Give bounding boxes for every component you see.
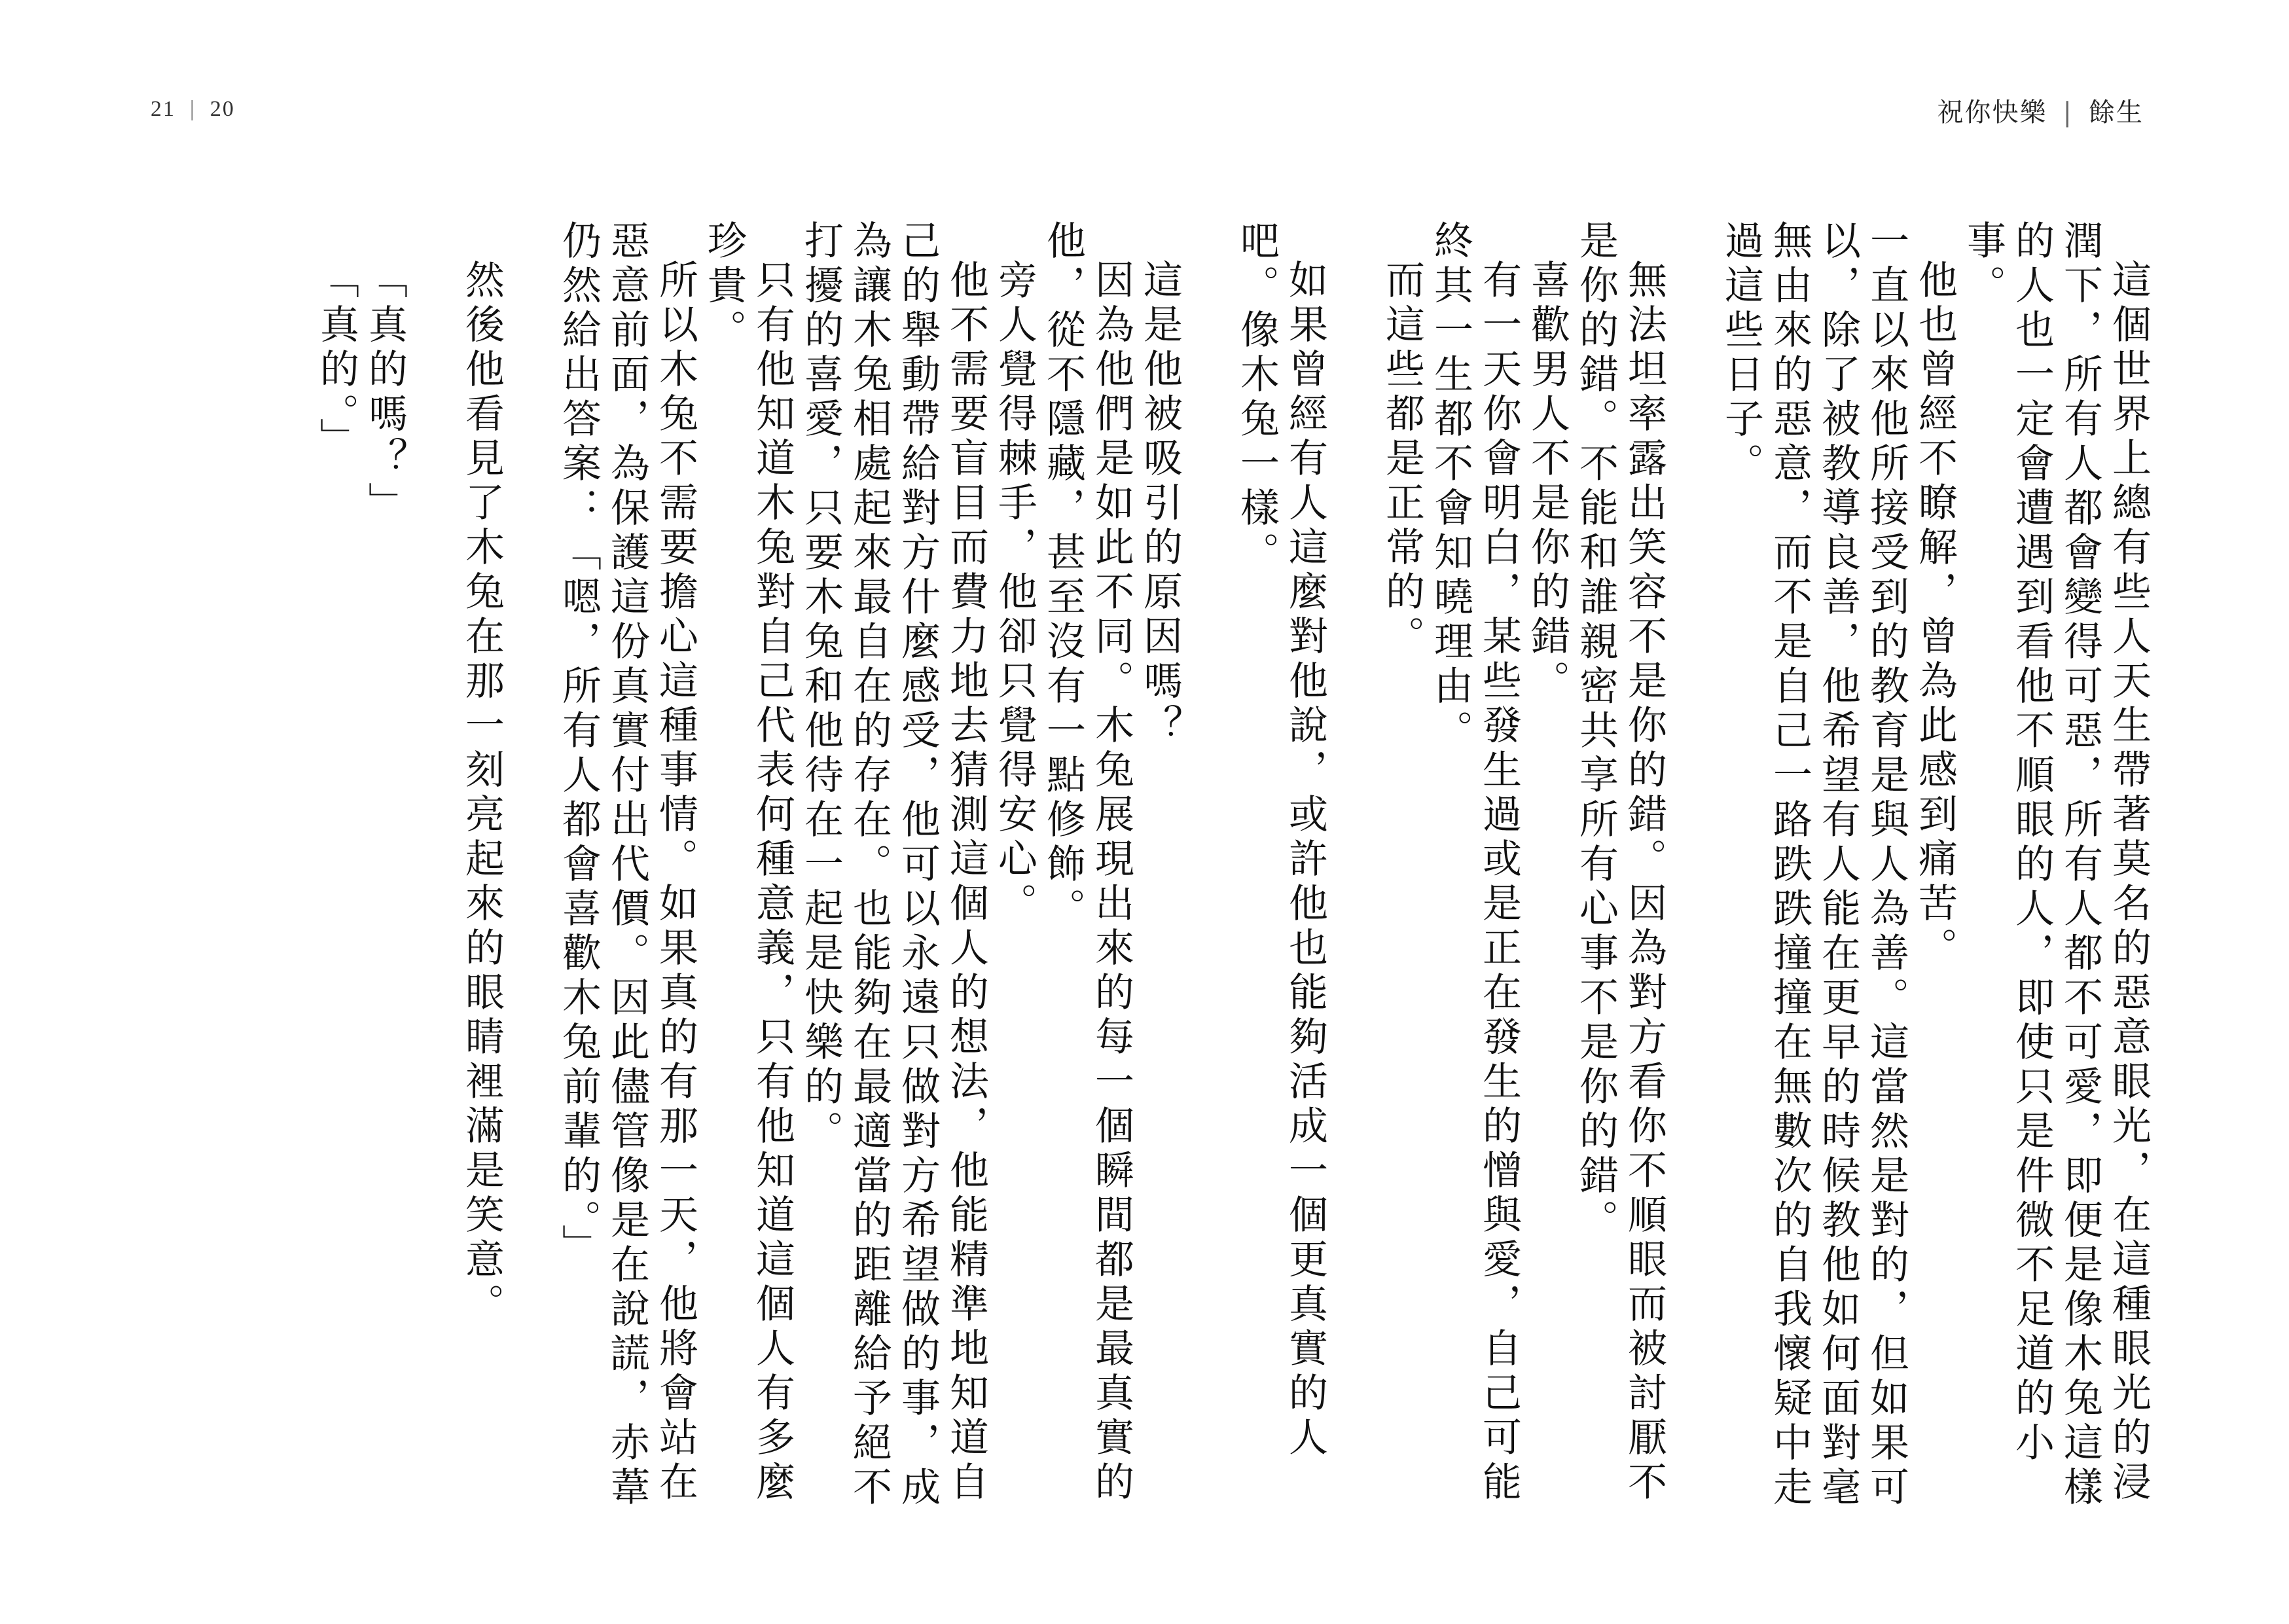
paragraph: 這是他被吸引的原因嗎？ [1137,259,1183,749]
chapter-title: 餘生 [2089,98,2144,128]
paragraph: 如果曾經有人這麼對他說，或許他也能夠活成一個更真實的人吧。像木兔一樣。 [1234,220,1328,1461]
paragraph: 有一天你會明白，某些發生過或是正在發生的憎與愛，自己可能終其一生都不會知曉理由。 [1428,220,1522,1506]
paragraph: 一直以來他所接受到的教育是與人為善。這當然是對的，但如果可以，除了被教導良善，他希望有人能在更早的時候教他如何面對毫無由來的惡意，而不是自己一路跌跌撞撞在無數次的自我懷疑中走過這些日子。 [1718,220,1909,1511]
paragraph: 他也曾經不瞭解，曾為此感到痛苦。 [1912,259,1958,971]
paragraph: 所以木兔不需要擔心這種事情。如果真的有那一天，他將會站在惡意前面，為保護這份真實付出代價。因此儘管像是在說謊，赤葦仍然給出答案：「嗯，所有人都會喜歡木兔前輩的。」 [556,220,698,1511]
left-page-number: 21 [151,97,175,121]
running-head [1938,92,2144,129]
page-number-separator: | [190,97,196,121]
paragraph: 無法坦率露出笑容不是你的錯。因為對方看你不順眼而被討厭不是你的錯。不能和誰親密共享所有心事不是你的錯。 [1573,220,1667,1506]
paragraph: 「真的。」 [314,259,359,462]
book-title: 祝你快樂 [1937,98,2047,128]
paragraph: 「真的嗎？」 [362,259,408,526]
vertical-text-body [312,220,2153,1542]
paragraph: 因為他們是如此不同。木兔展現出來的每一個瞬間都是最真實的他，從不隱藏，甚至沒有一點修飾。 [1040,220,1134,1506]
right-page-number: 20 [209,97,235,121]
running-head-separator: | [2063,98,2073,128]
paragraph: 而這些都是正常的。 [1379,259,1425,660]
page-number [151,97,235,122]
paragraph: 這個世界上總有些人天生帶著莫名的惡意眼光，在這種眼光的浸潤下，所有人都會變得可惡，所有人都不可愛，即便是像木兔這樣的人也一定會遭遇到看他不順眼的人，即使只是件微不足道的小事。 [1960,220,2152,1511]
paragraph: 旁人覺得棘手，他卻只覺得安心。 [992,259,1037,927]
paragraph: 只有他知道木兔對自己代表何種意義，只有他知道這個人有多麼珍貴。 [701,220,795,1506]
paragraph: 他不需要盲目而費力地去猜測這個人的想法，他能精準地知道自己的舉動帶給對方什麼感受，他可以永遠只做對方希望做的事，成為讓木兔相處起來最自在的存在。也能夠在最適當的距離給予絕不打擾的喜愛，只要木兔和他待在一起是快樂的。 [798,220,989,1511]
paragraph: 然後他看見了木兔在那一刻亮起來的眼睛裡滿是笑意。 [459,259,505,1327]
paragraph: 喜歡男人不是你的錯。 [1524,259,1570,704]
